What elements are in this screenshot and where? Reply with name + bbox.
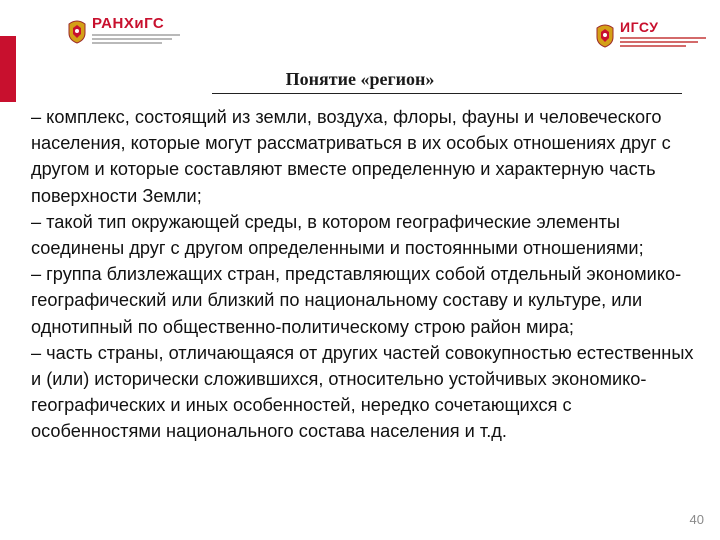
definition-paragraph: – часть страны, отличающаяся от других частей совокупностью естественных и (или) исторически сложившихся, относительно устойчивых экономико-географических и иных особенностей, нередко сочетающихся с особенностями национального состава населения и т.д.: [31, 342, 694, 442]
logo-left-name: РАНХиГС: [92, 15, 165, 32]
logo-right-name: ИГСУ: [620, 19, 659, 35]
definition-paragraph: – комплекс, состоящий из земли, воздуха, флоры, фауны и человеческого населения, которые могут рассматриваться в их особых отношениях друг с другом и которые составляют вместе определенную и характерную часть поверхности Земли;: [31, 107, 671, 206]
ranepa-logo: [66, 16, 180, 46]
coat-of-arms-icon: [594, 22, 616, 48]
coat-of-arms-icon: [66, 18, 88, 44]
igsu-logo: [594, 20, 706, 49]
title-underline: [212, 93, 682, 94]
definition-paragraph: – такой тип окружающей среды, в котором географические элементы соединены друг с другом определенными и постоянными отношениями;: [31, 211, 644, 259]
page-number: 40: [689, 512, 704, 527]
logo-left-subtitle-lines: [92, 34, 180, 46]
slide-body: [31, 104, 701, 445]
definition-paragraph: – группа близлежащих стран, представляющих собой отдельный экономико-географический или близкий по национальному составу и культуре, или однотипный по общественно-политическому строю район мира;: [31, 264, 682, 337]
logo-right-subtitle-lines: [620, 37, 706, 49]
slide-title: Понятие «регион»: [285, 69, 435, 89]
